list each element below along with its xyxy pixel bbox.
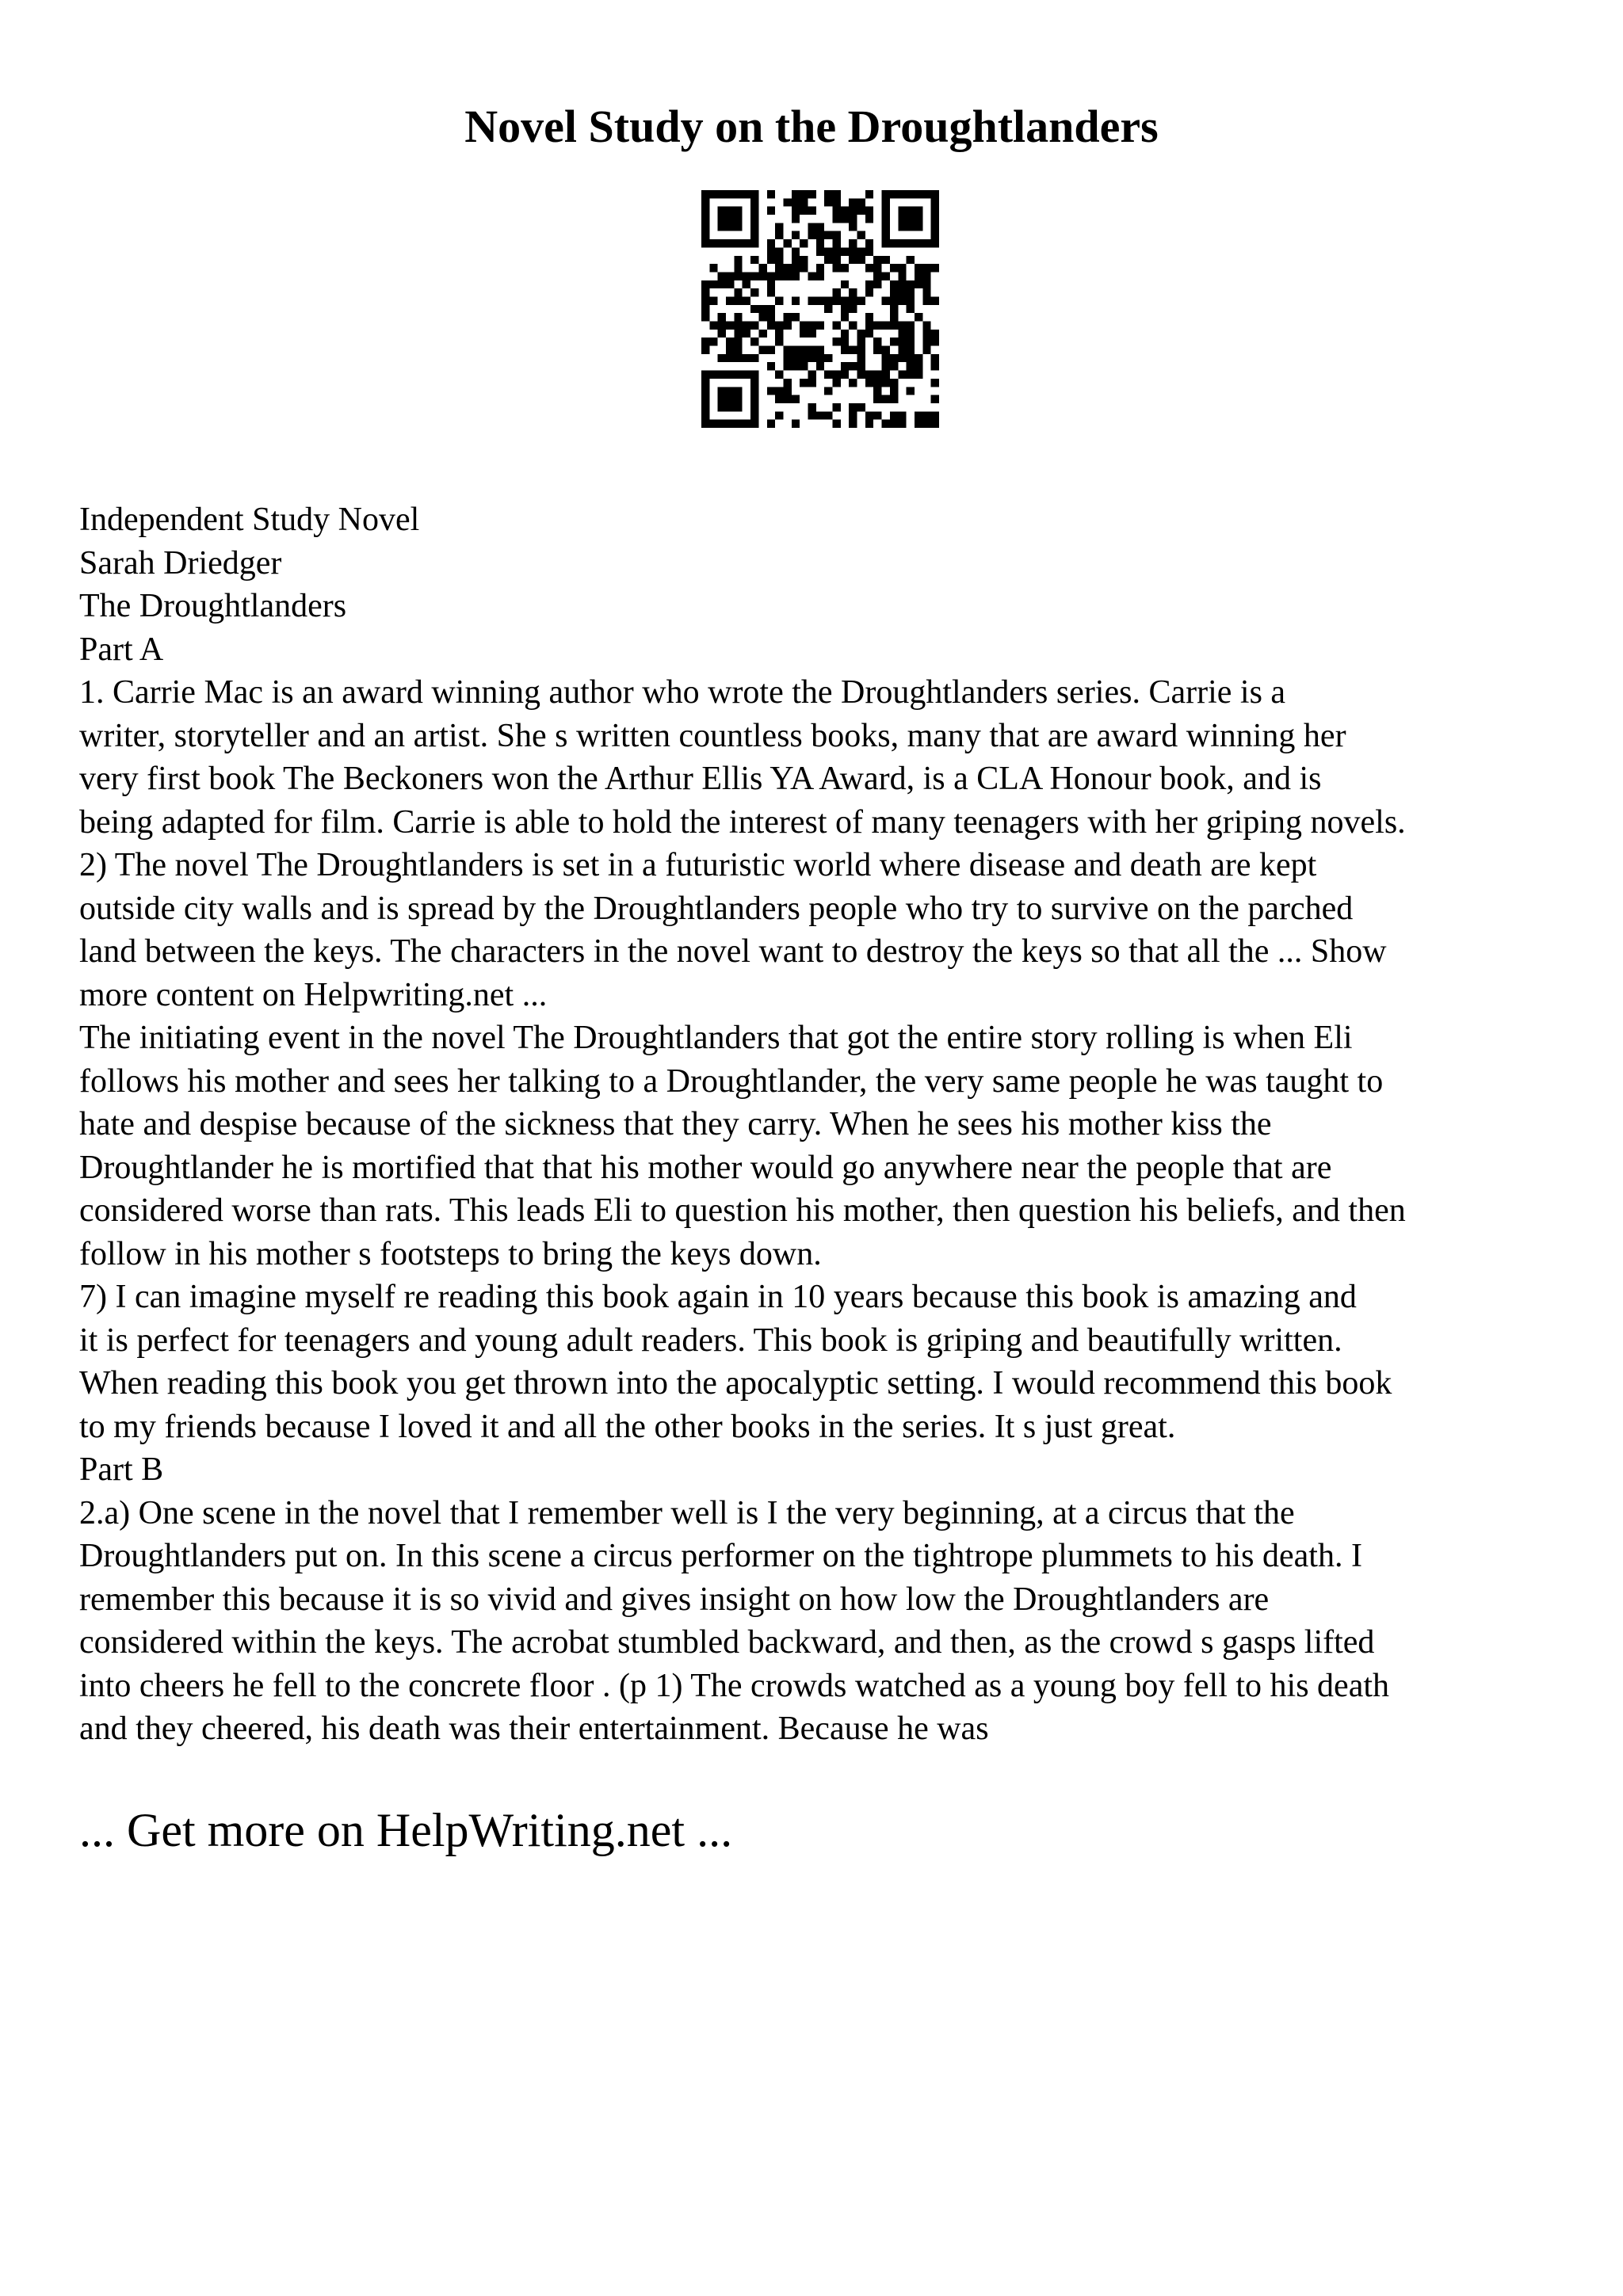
text-line: considered within the keys. The acrobat stumbled backward, and then, as the crowd s gasps lifted (79, 1624, 1375, 1661)
text-line: to my friends because I loved it and all the other books in the series. It s just great. (79, 1408, 1176, 1445)
qr-code-icon (701, 190, 939, 428)
text-line: 2) The novel The Droughtlanders is set in a futuristic world where disease and death are kept (79, 847, 1317, 883)
text-line: hate and despise because of the sickness that they carry. When he sees his mother kiss the (79, 1106, 1272, 1142)
text-line: follows his mother and sees her talking to a Droughtlander, the very same people he was taught to (79, 1062, 1384, 1100)
text-line: writer, storyteller and an artist. She s written countless books, many that are award winning her (79, 717, 1346, 754)
text-line: Independent Study Novel (79, 502, 420, 538)
text-line: Part A (79, 631, 164, 668)
text-line: and they cheered, his death was their entertainment. Because he was (79, 1711, 989, 1747)
text-line: The initiating event in the novel The Droughtlanders that got the entire story rolling is when Eli (79, 1020, 1353, 1056)
get-more-link[interactable]: ... Get more on HelpWriting.net ... (79, 1804, 733, 1856)
text-line: land between the keys. The characters in the novel want to destroy the keys so that all the ... Show (79, 933, 1387, 970)
text-line: very first book The Beckoners won the Arthur Ellis YA Award, is a CLA Honour book, and is (79, 761, 1322, 797)
text-line: Droughtlander he is mortified that that his mother would go anywhere near the people that are (79, 1149, 1332, 1186)
text-line: considered worse than rats. This leads Eli to question his mother, then question his beliefs, and then (79, 1192, 1406, 1229)
text-line: more content on Helpwriting.net ... (79, 976, 548, 1013)
text-line: it is perfect for teenagers and young adult readers. This book is griping and beautifully written. (79, 1322, 1342, 1359)
text-line: Part B (79, 1451, 164, 1488)
text-line: 1. Carrie Mac is an award winning author who wrote the Droughtlanders series. Carrie is a (79, 674, 1286, 711)
text-line: 7) I can imagine myself re reading this book again in 10 years because this book is amazing and (79, 1279, 1357, 1315)
text-line: Droughtlanders put on. In this scene a circus performer on the tightrope plummets to his death. I (79, 1538, 1362, 1574)
text-line: outside city walls and is spread by the Droughtlanders people who try to survive on the parched (79, 890, 1354, 927)
page-title: Novel Study on the Droughtlanders (464, 101, 1159, 152)
text-line: follow in his mother s footsteps to bring the keys down. (79, 1235, 822, 1272)
text-line: The Droughtlanders (79, 588, 347, 624)
text-line: into cheers he fell to the concrete floor . (p 1) The crowds watched as a young boy fell to his death (79, 1667, 1390, 1704)
text-line: 2.a) One scene in the novel that I remember well is I the very beginning, at a circus that the (79, 1494, 1295, 1531)
text-line: Sarah Driedger (79, 544, 282, 582)
text-line: remember this because it is so vivid and gives insight on how low the Droughtlanders are (79, 1581, 1270, 1618)
text-line: When reading this book you get thrown into the apocalyptic setting. I would recommend this book (79, 1365, 1392, 1402)
document-body (79, 498, 1569, 1751)
text-line: being adapted for film. Carrie is able to hold the interest of many teenagers with her griping novels. (79, 803, 1406, 841)
